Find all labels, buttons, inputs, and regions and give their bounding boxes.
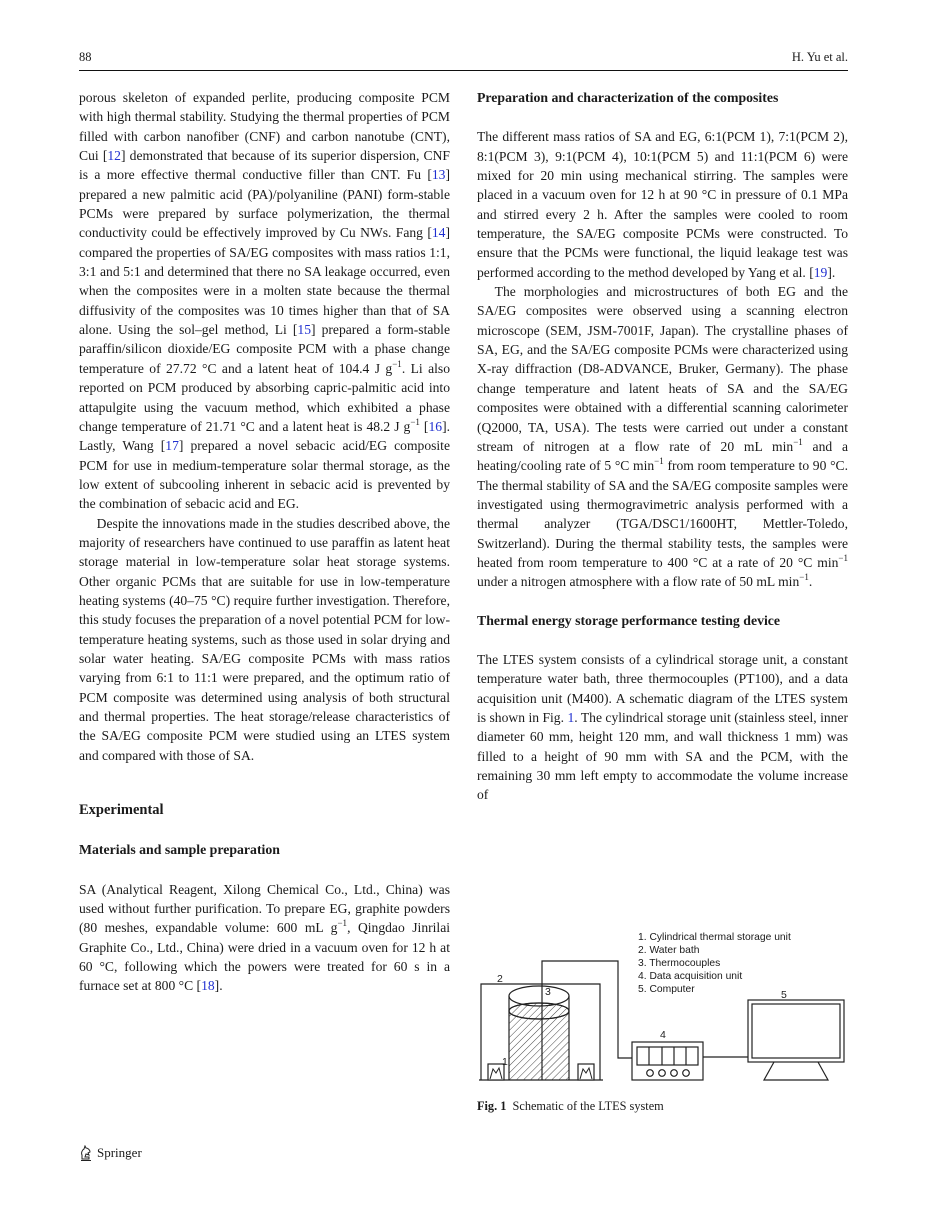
label-computer: 5 [781, 989, 787, 1001]
running-head: H. Yu et al. [791, 50, 848, 64]
paragraph: The LTES system consists of a cylindrical storage unit, a constant temperature water bath, three thermocouples (PT100), and a data acquisition unit (M400). A schematic diagram of the LTES system is shown in Fig. 1. The cylindrical storage unit (stainless steel, inner diameter 60 mm, height 120 mm, and wall thickness 1 mm) was filled to a height of 90 mm with SA and the PCM, with the remaining 30 mm left empty to accommodate the volume increase of [477, 651, 849, 803]
paragraph: Despite the innovations made in the studies described above, the majority of researchers have continued to use paraffin as latent heat storage material in low-temperature solar heat storage systems. Other organic PCMs that are suitable for use in low-temperature heating systems (40–75 °C) require further investigation. Therefore, this study focuses the preparation of a novel potential PCM for low-temperature heating systems, such as those used in solar drying and solar water heating. SA/EG composite PCMs with mass ratios varying from 6:1 to 11:1 were prepared, and the optimum ratio of PCM composite was determined using analysis of both structural and thermal properties. The heat storage/release characteristics of the SA/EG composite PCM were studied using an LTES system and compared with those of SA. [79, 515, 450, 763]
citation-link[interactable]: 17 [165, 438, 179, 454]
monitor-stand [764, 1062, 828, 1080]
left-column [79, 88, 450, 996]
header-rule [79, 70, 848, 71]
citation-link[interactable]: 19 [813, 264, 828, 280]
citation-link[interactable]: 18 [201, 978, 215, 994]
pcm-fill [509, 1011, 569, 1080]
data-acquisition-unit [632, 1042, 703, 1080]
computer-monitor [748, 1000, 844, 1062]
legend-item: 4. Data acquisition unit [638, 971, 743, 982]
publisher-name: Springer [97, 1145, 142, 1160]
subsection-heading: Thermal energy storage performance testing device [477, 612, 781, 628]
paragraph: The different mass ratios of SA and EG, 6:1(PCM 1), 7:1(PCM 2), 8:1(PCM 3), 9:1(PCM 4), 10:1(PCM 5) and 11:1(PCM 6) were mixed for 20 min using mechanical stirring. The samples were placed in a vacuum oven for 12 h at 90 °C in pressure of 0.1 MPa and stirred every 2 h. After the samples were cooled to room temperature, the SA/EG composite PCMs were constructed. To ensure that the PCMs were functional, the liquid leakage test was performed according to the method developed by Yang et al. [19]. [477, 129, 848, 280]
citation-link[interactable]: 12 [107, 148, 121, 164]
legend-item: 3. Thermocouples [638, 958, 721, 969]
page-header [79, 50, 848, 70]
springer-horse-icon [79, 1145, 93, 1161]
paragraph: The morphologies and microstructures of both EG and the SA/EG composites were observed using a scanning electron microscope (SEM, JSM-7001F, Japan). The crystalline phases of SA, EG, and the SA/EG composite PCMs were characterized using X-ray diffraction (D8-ADVANCE, Bruker, Germany). The phase change temperature and latent heats of SA and the SA/EG composites were obtained with a differential scanning calorimeter (Q2000, TA, USA). The tests were carried out under a constant stream of nitrogen at a flow rate of 20 mL $\min^{-1}$ and a heating/cooling rate of 5 °C $\min^{-1}$ from room temperature to 90 °C. The thermal stability of SA and the SA/EG composite samples were investigated using thermogravimetric analysis performed with a thermal analyzer (TGA/DSC1/1600HT, Mettler-Toledo, Switzerland). During the thermal stability tests, the samples were heated from room temperature to 400 °C at a rate of 20 °C $\min^{-1}$ under a nitrogen atmosphere with a flow rate of 50 mL $\min^{-1}$. [477, 284, 848, 590]
subsection-heading: Preparation and characterization of the composites [477, 90, 779, 105]
label-unit: 1 [502, 1056, 508, 1068]
legend-item: 5. Computer [638, 984, 695, 995]
citation-link[interactable]: 16 [428, 418, 443, 434]
label-thermocouple: 3 [545, 986, 551, 998]
page-number: 88 [79, 50, 92, 64]
caption-text: Schematic of the LTES system [512, 1099, 664, 1113]
legend-item: 2. Water bath [638, 945, 700, 956]
caption-label: Fig. 1 [477, 1099, 507, 1113]
label-daq: 4 [660, 1029, 666, 1041]
citation-link[interactable]: 13 [431, 167, 446, 183]
label-bath: 2 [497, 973, 503, 985]
legend-item: 1. Cylindrical thermal storage unit [638, 932, 791, 943]
right-column [477, 88, 848, 805]
section-heading: Experimental [79, 802, 164, 819]
paragraph: porous skeleton of expanded perlite, producing composite PCM with high thermal stability. Studying the thermal properties of PCM filled with carbon nanofiber (CNF) and carbon nanotube (CNT), Cui [12] demonstrated that because of its superior dispersion, CNF is a more effective thermal conductive filler than CNT. Fu [13] prepared a new palmitic acid (PA)/polyaniline (PANI) form-stable PCMs were prepared by surface polymerization, the thermal conductivity could be effectively improved by Cu NWs. Fang [14] compared the properties of SA/EG composites with mass ratios 1:1, 3:1 and 5:1 and determined that there no SA leakage occurred, even when the composites were in a molten state because the thermal diffusivity of the composites was 10 times higher than that of SA alone. Using the sol–gel method, Li [15] prepared a form-stable paraffin/silicon dioxide/EG composite PCM with a phase change temperature of 27.72 °C and a latent heat of 104.4 J $g^{-1}$. Li also reported on PCM produced by absorbing capric-palmitic acid into attapulgite using the vacuum method, which exhibited a phase change temperature of 21.71 °C and a latent heat is 48.2 J $g^{-1}$ [16]. Lastly, Wang [17] prepared a novel sebacic acid/EG composite PCM for use in medium-temperature solar thermal storage, as the low extent of subcooling inherent in sebacic acid is prevented by the combination of sebacic acid and EG. [79, 90, 450, 512]
paragraph: SA (Analytical Reagent, Xilong Chemical Co., Ltd., China) was used without further purification. To prepare EG, graphite powders (80 meshes, expandable volume: 600 mL $g^{-1}$, Qingdao Jinrilai Graphite Co., Ltd., China) were dried in a vacuum oven for 12 h at 60 °C, following which the powers were treated for 60 s in a furnace set at 800 °C [18]. [79, 881, 451, 994]
page-footer [79, 1145, 142, 1161]
subsection-heading: Materials and sample preparation [79, 842, 280, 858]
citation-link[interactable]: 15 [297, 322, 311, 338]
figure-link[interactable]: 1 [567, 709, 575, 725]
citation-link[interactable]: 14 [431, 225, 446, 241]
figure-caption [477, 1099, 664, 1114]
figure-legend [638, 931, 791, 996]
